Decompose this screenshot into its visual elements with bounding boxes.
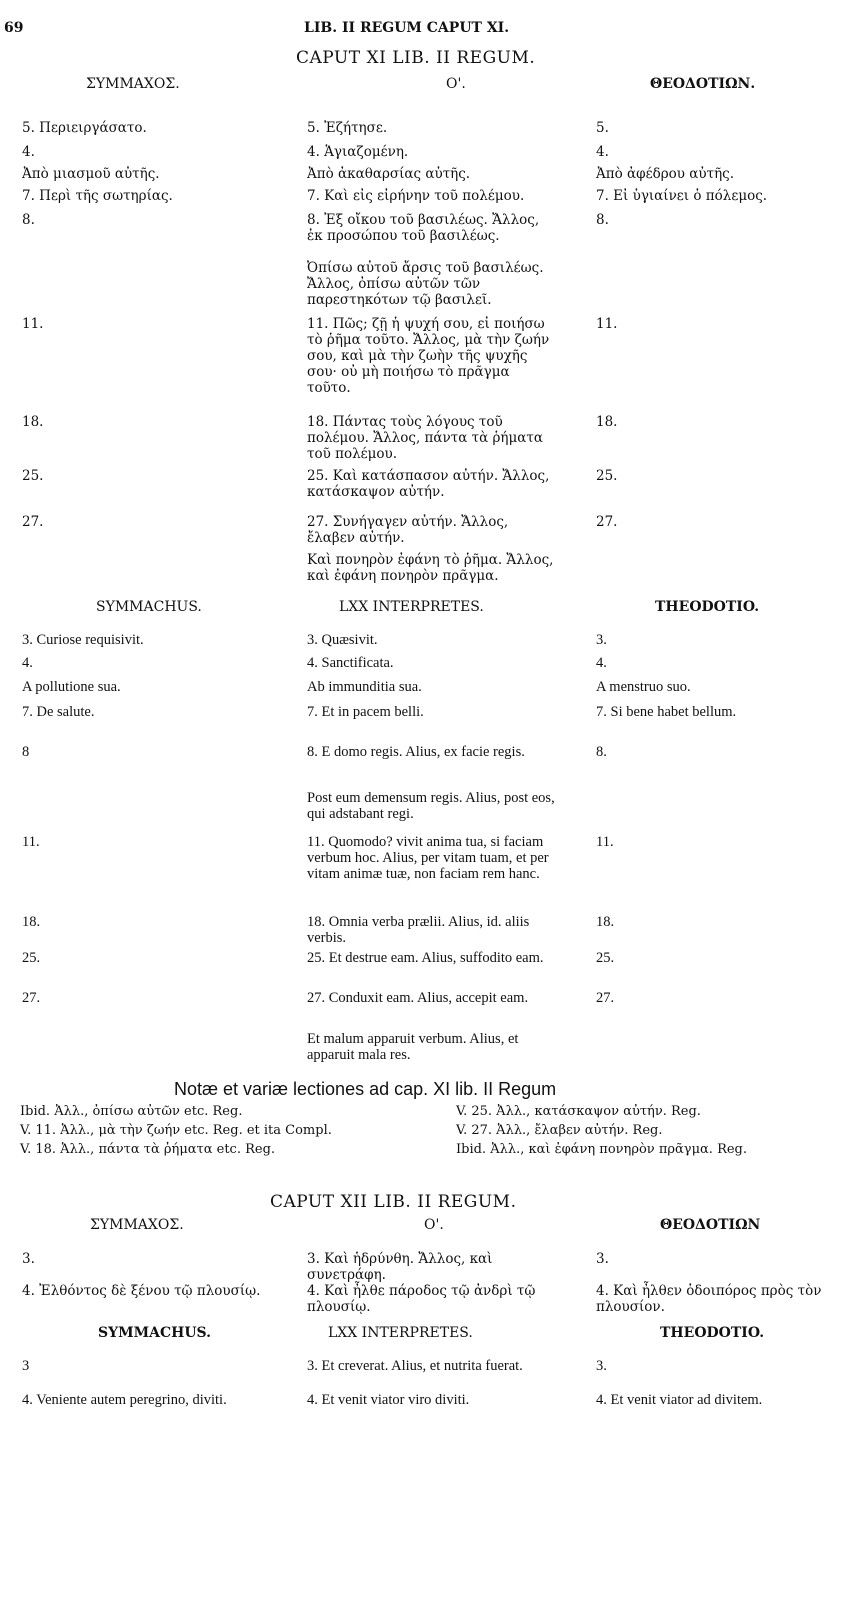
latin-header-symmachus-12: SYMMACHUS. [98,1325,212,1341]
page-number: 69 [4,20,24,36]
theodotion-cell: 4. Καὶ ἦλθεν ὁδοιπόρος πρὸς τὸν πλουσίον. [596,1283,822,1315]
symmachus-cell: 8. [22,212,35,228]
lxx-cell: 11. Πῶς; ζῇ ἡ ψυχή σου, εἰ ποιήσω τὸ ῥῆμα τοῦτο. Ἄλλος, μὰ τὴν ζωήν σου, καὶ μὰ τὴν ζωὴν τῆς ψυχῆς σου· οὐ μὴ ποιήσω τὸ πρᾶγμα τοῦτο. [307,316,550,396]
theodotion-cell: 27. [596,514,618,530]
latin-header-theodotio: THEODOTIO. [655,599,760,615]
lxx-cell: 27. Conduxit eam. Alius, accepit eam. [307,990,529,1006]
lxx-cell: 27. Συνήγαγεν αὐτήν. Ἄλλος, ἔλαβεν αὐτήν. [307,514,509,546]
theodotion-cell: 25. [596,950,615,966]
lxx-cell: 3. Et creverat. Alius, et nutrita fuerat. [307,1358,523,1374]
greek-header-theodotion-12: ΘΕΟΔΟΤΙΩΝ [660,1217,761,1233]
theodotion-cell: 27. [596,990,615,1006]
note-right-1: V. 25. Ἀλλ., κατάσκαψον αὐτήν. Reg. [456,1104,701,1119]
symmachus-cell: 25. [22,950,41,966]
symmachus-cell: 5. Περιειργάσατο. [22,120,147,136]
theodotion-cell: Ἀπὸ ἀφέδρου αὐτῆς. [596,166,735,182]
lxx-cell: 8. Ἐξ οἴκου τοῦ βασιλέως. Ἄλλος, ἐκ προσώπου τοῦ βασιλέως. [307,212,540,244]
theodotion-cell: 11. [596,316,618,332]
lxx-cell: Post eum demensum regis. Alius, post eos, qui adstabant regi. [307,790,555,822]
symmachus-cell: 4. [22,655,33,671]
lxx-cell: 8. E domo regis. Alius, ex facie regis. [307,744,525,760]
theodotion-cell: 5. [596,120,609,136]
notes-title: Notæ et variæ lectiones ad cap. XI lib. II Regum [174,1079,557,1099]
symmachus-cell: 27. [22,514,44,530]
lxx-cell: 18. Πάντας τοὺς λόγους τοῦ πολέμου. Ἄλλος, πάντα τὰ ῥήματα τοῦ πολέμου. [307,414,543,462]
lxx-cell: 3. Quæsivit. [307,632,378,648]
latin-header-theodotio-12: THEODOTIO. [660,1325,765,1341]
lxx-cell: 11. Quomodo? vivit anima tua, si faciam verbum hoc. Alius, per vitam tuam, et per vitam animæ tuæ, non faciam rem hanc. [307,834,549,882]
theodotion-cell: 3. [596,632,607,648]
theodotion-cell: 7. Εἰ ὑγιαίνει ὁ πόλεμος. [596,188,768,204]
symmachus-cell: 25. [22,468,44,484]
theodotion-cell: 18. [596,914,615,930]
lxx-cell: Ἀπὸ ἀκαθαρσίας αὐτῆς. [307,166,471,182]
latin-header-symmachus: SYMMACHUS. [96,599,202,615]
greek-header-theodotion: ΘΕΟΔΟΤΙΩΝ. [650,76,756,92]
theodotion-cell: 25. [596,468,618,484]
lxx-cell: 7. Et in pacem belli. [307,704,424,720]
symmachus-cell: 27. [22,990,41,1006]
lxx-cell: 25. Et destrue eam. Alius, suffodito eam. [307,950,544,966]
theodotion-cell: 4. [596,655,607,671]
theodotion-cell: 3. [596,1358,607,1374]
symmachus-cell: 18. [22,914,41,930]
symmachus-cell: 3. [22,1251,35,1267]
lxx-cell: 4. Καὶ ἦλθε πάροδος τῷ ἀνδρὶ τῷ πλουσίῳ. [307,1283,536,1315]
theodotion-cell: A menstruo suo. [596,679,691,695]
symmachus-cell: A pollutione sua. [22,679,121,695]
symmachus-cell: 4. Ἐλθόντος δὲ ξένου τῷ πλουσίῳ. [22,1283,261,1299]
theodotion-cell: 4. Et venit viator ad divitem. [596,1392,763,1408]
symmachus-cell: 7. Περὶ τῆς σωτηρίας. [22,188,173,204]
lxx-cell: 7. Καὶ εἰς εἰρήνην τοῦ πολέμου. [307,188,525,204]
symmachus-cell: 8 [22,744,30,760]
note-left-3: V. 18. Ἀλλ., πάντα τὰ ῥήματα etc. Reg. [20,1142,276,1157]
lxx-cell: Ab immunditia sua. [307,679,422,695]
lxx-cell: 4. Ἁγιαζομένη. [307,144,409,160]
theodotion-cell: 4. [596,144,609,160]
symmachus-cell: 7. De salute. [22,704,95,720]
lxx-cell: 4. Et venit viator viro diviti. [307,1392,470,1408]
lxx-cell: 25. Καὶ κατάσπασον αὐτήν. Ἄλλος, κατάσκαψον αὐτήν. [307,468,550,500]
greek-header-lxx-12: Ο'. [424,1217,444,1233]
symmachus-cell: 18. [22,414,44,430]
lxx-cell: 18. Omnia verba prælii. Alius, id. aliis verbis. [307,914,530,946]
lxx-cell: 3. Καὶ ἡδρύνθη. Ἄλλος, καὶ συνετράφη. [307,1251,493,1283]
symmachus-cell: 3. Curiose requisivit. [22,632,144,648]
theodotion-cell: 7. Si bene habet bellum. [596,704,737,720]
lxx-cell: Et malum apparuit verbum. Alius, et apparuit mala res. [307,1031,519,1063]
chapter-12-title: CAPUT XII LIB. II REGUM. [270,1192,517,1212]
lxx-cell: Ὀπίσω αὐτοῦ ἄρσις τοῦ βασιλέως. Ἄλλος, ὀπίσω αὐτῶν τῶν παρεστηκότων τῷ βασιλεῖ. [307,260,544,308]
theodotion-cell: 18. [596,414,618,430]
symmachus-cell: 11. [22,316,44,332]
symmachus-cell: Ἀπὸ μιασμοῦ αὐτῆς. [22,166,160,182]
symmachus-cell: 3 [22,1358,30,1374]
greek-header-symmachus-12: ΣΥΜΜΑΧΟΣ. [90,1217,184,1233]
symmachus-cell: 11. [22,834,40,850]
theodotion-cell: 3. [596,1251,609,1267]
lxx-cell: Καὶ πονηρὸν ἐφάνη τὸ ῥῆμα. Ἄλλος, καὶ ἐφάνη πονηρὸν πρᾶγμα. [307,552,554,584]
theodotion-cell: 11. [596,834,614,850]
symmachus-cell: 4. [22,144,35,160]
note-left-1: Ibid. Ἀλλ., ὀπίσω αὐτῶν etc. Reg. [20,1104,243,1119]
lxx-cell: 4. Sanctificata. [307,655,394,671]
chapter-11-title: CAPUT XI LIB. II REGUM. [296,48,536,68]
note-right-2: V. 27. Ἀλλ., ἔλαβεν αὐτήν. Reg. [456,1123,663,1138]
theodotion-cell: 8. [596,212,609,228]
latin-header-lxx-12: LXX INTERPRETES. [328,1325,473,1341]
latin-header-lxx: LXX INTERPRETES. [339,599,484,615]
running-head: LIB. II REGUM CAPUT XI. [304,20,510,36]
symmachus-cell: 4. Veniente autem peregrino, diviti. [22,1392,227,1408]
greek-header-symmachus: ΣΥΜΜΑΧΟΣ. [86,76,180,92]
greek-header-lxx: Ο'. [446,76,466,92]
lxx-cell: 5. Ἐζήτησε. [307,120,388,136]
note-left-2: V. 11. Ἀλλ., μὰ τὴν ζωήν etc. Reg. et ita Compl. [20,1123,332,1138]
note-right-3: Ibid. Ἀλλ., καὶ ἐφάνη πονηρὸν πρᾶγμα. Reg. [456,1142,748,1157]
theodotion-cell: 8. [596,744,607,760]
